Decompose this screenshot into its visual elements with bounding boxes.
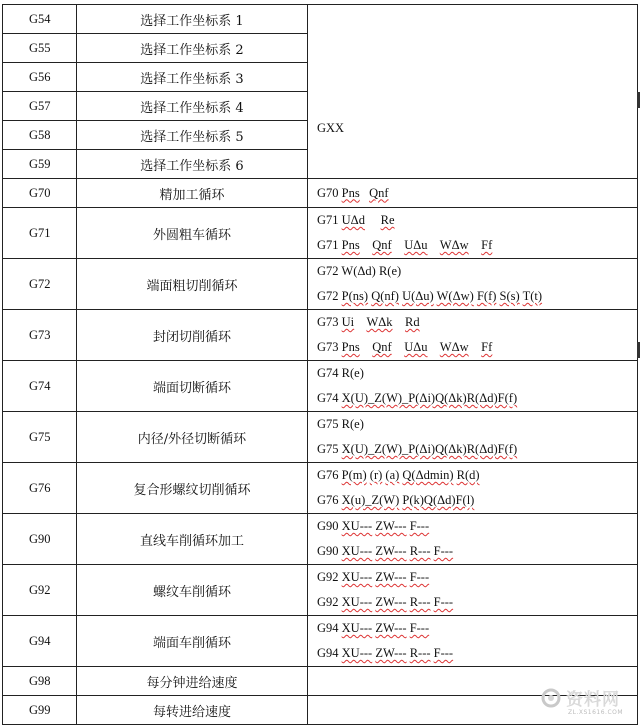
gcode-cell: G71 (3, 208, 77, 259)
table-row (3, 616, 638, 667)
function-cell: 封闭切削循环 (77, 310, 308, 361)
page-edge-mark (637, 92, 640, 108)
gcode-cell: G57 (3, 92, 77, 121)
table-row (3, 310, 638, 361)
format-line: G74 R(e) (317, 366, 364, 380)
format-cell (308, 565, 638, 616)
function-cell: 端面车削循环 (77, 616, 308, 667)
gcode-cell: G73 (3, 310, 77, 361)
format-line: G92 XU--- ZW--- F--- (317, 570, 430, 584)
function-cell: 端面粗切削循环 (77, 259, 308, 310)
gcode-cell: G92 (3, 565, 77, 616)
table-row (3, 361, 638, 412)
ring-logo-icon (540, 687, 562, 709)
format-line: G75 R(e) (317, 417, 364, 431)
format-line: G75 X(U)_Z(W)_P(Δi)Q(Δk)R(Δd)F(f) (317, 442, 518, 456)
function-cell: 每转进给速度 (77, 696, 308, 725)
gcode-cell: G75 (3, 412, 77, 463)
function-cell: 选择工作坐标系 3 (77, 63, 308, 92)
gcode-cell: G94 (3, 616, 77, 667)
table-row (3, 463, 638, 514)
format-cell (308, 361, 638, 412)
function-cell: 选择工作坐标系 2 (77, 34, 308, 63)
function-cell: 复合形螺纹切削循环 (77, 463, 308, 514)
format-line: G70 Pns Qnf (317, 185, 389, 200)
format-line: G76 P(m) (r) (a) Q(Δdmin) R(d) (317, 468, 480, 482)
gcode-table (2, 4, 638, 725)
format-line: G71 UΔd Re (317, 213, 395, 227)
watermark-subtext: ZL.XS1616.COM (568, 709, 624, 716)
format-cell (308, 310, 638, 361)
gcode-cell: G56 (3, 63, 77, 92)
gcode-cell: G72 (3, 259, 77, 310)
gxx-label: GXX (317, 121, 345, 135)
function-cell: 内径/外径切断循环 (77, 412, 308, 463)
function-cell: 端面切断循环 (77, 361, 308, 412)
table-row (3, 412, 638, 463)
format-cell (308, 179, 638, 208)
function-cell: 选择工作坐标系 5 (77, 121, 308, 150)
gcode-cell: G98 (3, 667, 77, 696)
gcode-cell: G90 (3, 514, 77, 565)
format-line: G73 Pns Qnf UΔu WΔw Ff (317, 340, 493, 354)
function-cell: 外圆粗车循环 (77, 208, 308, 259)
format-line: G94 XU--- ZW--- R--- F--- (317, 646, 454, 660)
function-cell: 每分钟进给速度 (77, 667, 308, 696)
gcode-cell: G55 (3, 34, 77, 63)
watermark (540, 683, 640, 723)
format-line: G72 W(Δd) R(e) (317, 264, 402, 278)
table-row (3, 565, 638, 616)
table-row (3, 259, 638, 310)
gcode-cell: G74 (3, 361, 77, 412)
format-line: G90 XU--- ZW--- R--- F--- (317, 544, 454, 558)
format-line: G76 X(u)_Z(W) P(k)Q(Δd)F(l) (317, 493, 475, 507)
gcode-cell: G54 (3, 5, 77, 34)
format-cell (308, 463, 638, 514)
format-line: G92 XU--- ZW--- R--- F--- (317, 595, 454, 609)
format-cell (308, 616, 638, 667)
format-cell (308, 259, 638, 310)
table-row (3, 5, 638, 34)
table-row (3, 514, 638, 565)
format-cell (308, 514, 638, 565)
function-cell: 选择工作坐标系 6 (77, 150, 308, 179)
function-cell: 选择工作坐标系 1 (77, 5, 308, 34)
gcode-cell: G70 (3, 179, 77, 208)
gcode-cell: G59 (3, 150, 77, 179)
format-cell (308, 208, 638, 259)
function-cell: 直线车削循环加工 (77, 514, 308, 565)
format-line: G74 X(U)_Z(W)_P(Δi)Q(Δk)R(Δd)F(f) (317, 391, 518, 405)
format-line: G71 Pns Qnf UΔu WΔw Ff (317, 238, 493, 252)
format-line: G94 XU--- ZW--- F--- (317, 621, 430, 635)
table-row (3, 208, 638, 259)
table-row (3, 179, 638, 208)
function-cell: 螺纹车削循环 (77, 565, 308, 616)
format-cell (308, 412, 638, 463)
gcode-cell: G58 (3, 121, 77, 150)
page-edge-mark (637, 342, 640, 358)
function-cell: 精加工循环 (77, 179, 308, 208)
gxx-cell (308, 5, 638, 179)
watermark-text: 资料网 (566, 690, 620, 710)
function-cell: 选择工作坐标系 4 (77, 92, 308, 121)
format-line: G72 P(ns) Q(nf) U(Δu) W(Δw) F(f) S(s) T(t) (317, 289, 543, 303)
format-line: G73 Ui WΔk Rd (317, 315, 420, 329)
gcode-cell: G76 (3, 463, 77, 514)
gcode-cell: G99 (3, 696, 77, 725)
format-line: G90 XU--- ZW--- F--- (317, 519, 430, 533)
